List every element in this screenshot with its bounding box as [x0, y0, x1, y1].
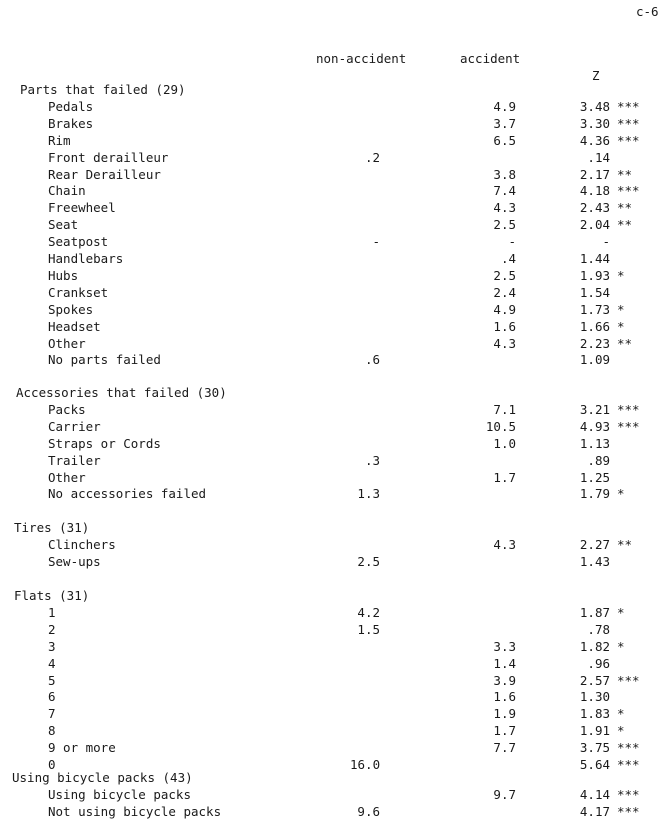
table-row	[0, 742, 669, 757]
z-value: 2.17	[579, 166, 610, 182]
accident-value: 3.9	[493, 672, 516, 688]
z-value: 2.43	[579, 200, 610, 216]
section-title-text: Tires (31)	[14, 520, 90, 535]
significance-marker: *	[617, 486, 625, 502]
significance-marker: ***	[617, 757, 640, 772]
table-row	[0, 219, 669, 234]
table-row	[0, 185, 669, 200]
row-label: 3	[48, 638, 56, 654]
table-row	[0, 418, 669, 436]
row-label: Packs	[48, 401, 86, 417]
row-label: Trailer	[48, 452, 101, 468]
table-row	[0, 638, 669, 656]
table-row	[0, 803, 669, 821]
z-value: 1.54	[579, 284, 610, 300]
significance-marker: ***	[617, 401, 640, 417]
table-row	[0, 267, 669, 285]
table-row	[0, 708, 669, 723]
z-value: 1.83	[579, 706, 610, 722]
significance-marker: *	[617, 706, 625, 722]
z-value: 3.75	[579, 740, 610, 756]
table-row	[0, 469, 669, 487]
row-label: Spokes	[48, 301, 94, 317]
z-value: 1.73	[579, 301, 610, 317]
row-label: 6	[48, 689, 56, 705]
z-value: 1.93	[579, 267, 610, 283]
row-label: Rear Derailleur	[48, 166, 161, 182]
significance-marker: ***	[617, 132, 640, 148]
z-value: -	[602, 234, 610, 250]
accident-value: 2.5	[493, 217, 516, 233]
header-accident: accident	[460, 51, 521, 66]
significance-marker: *	[617, 723, 625, 739]
table-row	[0, 115, 669, 133]
row-label: Clinchers	[48, 536, 116, 552]
page-number: c-6	[636, 4, 659, 19]
non-accident-value: 4.2	[357, 604, 380, 620]
accident-value: 7.7	[493, 740, 516, 756]
row-label: 8	[48, 723, 56, 739]
accident-value: 4.9	[493, 301, 516, 317]
non-accident-value: .6	[364, 352, 380, 368]
z-value: 1.87	[579, 604, 610, 620]
row-label: Rim	[48, 132, 71, 148]
significance-marker: ***	[617, 672, 640, 688]
section-title	[0, 84, 669, 99]
row-label: Front derailleur	[48, 149, 169, 165]
significance-marker: ***	[617, 740, 640, 756]
significance-marker: *	[617, 604, 625, 620]
z-value: 4.36	[579, 132, 610, 148]
z-value: .89	[587, 452, 610, 468]
section-title-text: Accessories that failed (30)	[16, 385, 227, 400]
row-label: 5	[48, 672, 56, 688]
table-row	[0, 318, 669, 336]
table-row	[0, 725, 669, 740]
table-row	[0, 604, 669, 622]
row-label: Other	[48, 335, 86, 351]
table-row	[0, 149, 669, 167]
z-value: 3.48	[579, 98, 610, 114]
table-row	[0, 553, 669, 571]
z-value: 1.13	[579, 435, 610, 451]
accident-value: 4.3	[493, 536, 516, 552]
table-row	[0, 301, 669, 319]
row-label: Brakes	[48, 115, 94, 131]
accident-value: 6.5	[493, 132, 516, 148]
significance-marker: *	[617, 318, 625, 334]
table-row	[0, 236, 669, 251]
row-label: 4	[48, 655, 56, 671]
accident-value: 4.3	[493, 335, 516, 351]
significance-marker: ***	[617, 418, 640, 434]
z-value: .78	[587, 621, 610, 637]
table-row	[0, 253, 669, 268]
row-label: Seatpost	[48, 234, 109, 250]
table-row	[0, 132, 669, 150]
row-label: 9 or more	[48, 740, 116, 756]
row-label: No parts failed	[48, 352, 161, 368]
accident-value: 2.4	[493, 284, 516, 300]
row-label: No accessories failed	[48, 486, 207, 502]
table-row	[0, 691, 669, 706]
significance-marker: **	[617, 335, 633, 351]
table-row	[0, 672, 669, 690]
z-value: 3.30	[579, 115, 610, 131]
row-label: Chain	[48, 183, 86, 199]
row-label: Freewheel	[48, 200, 116, 216]
accident-value: 1.4	[493, 655, 516, 671]
table-row	[0, 621, 669, 639]
section-title-text: Parts that failed (29)	[20, 82, 186, 97]
z-value: 1.82	[579, 638, 610, 654]
z-value: 2.04	[579, 217, 610, 233]
accident-value: 4.3	[493, 200, 516, 216]
table-row	[0, 655, 669, 673]
accident-value: 10.5	[485, 418, 516, 434]
table-row	[0, 166, 669, 184]
section-title	[0, 387, 669, 402]
non-accident-value: 1.5	[357, 621, 380, 637]
section-title	[0, 772, 669, 787]
z-value: 2.27	[579, 536, 610, 552]
non-accident-value: -	[372, 234, 380, 250]
row-label: Handlebars	[48, 251, 124, 266]
accident-value: 7.1	[493, 401, 516, 417]
significance-marker: **	[617, 217, 633, 233]
accident-value: 3.7	[493, 115, 516, 131]
significance-marker: *	[617, 301, 625, 317]
accident-value: 3.8	[493, 166, 516, 182]
table-row	[0, 452, 669, 470]
row-label: Other	[48, 469, 86, 485]
z-value: 2.23	[579, 335, 610, 351]
row-label: Pedals	[48, 98, 94, 114]
significance-marker: **	[617, 200, 633, 216]
significance-marker: ***	[617, 115, 640, 131]
row-label: 1	[48, 604, 56, 620]
z-value: .96	[587, 655, 610, 671]
table-row	[0, 536, 669, 554]
table-row	[0, 354, 669, 369]
row-label: Sew-ups	[48, 553, 101, 569]
section-title	[0, 590, 669, 605]
row-label: 7	[48, 706, 56, 722]
accident-value: 3.3	[493, 638, 516, 654]
non-accident-value: 2.5	[357, 553, 380, 569]
section-title-text: Flats (31)	[14, 588, 90, 603]
z-value: 1.44	[579, 251, 610, 266]
table-row	[0, 335, 669, 353]
significance-marker: ***	[617, 98, 640, 114]
accident-value: 2.5	[493, 267, 516, 283]
z-value: 5.64	[579, 757, 610, 772]
row-label: Seat	[48, 217, 79, 233]
z-value: 1.66	[579, 318, 610, 334]
accident-value: 1.7	[493, 723, 516, 739]
z-value: 3.21	[579, 401, 610, 417]
z-value: 1.09	[579, 352, 610, 368]
row-label: Carrier	[48, 418, 101, 434]
section-title-text: Using bicycle packs (43)	[12, 770, 193, 785]
row-label: Straps or Cords	[48, 435, 161, 451]
significance-marker: ***	[617, 786, 640, 802]
significance-marker: *	[617, 267, 625, 283]
z-value: 1.43	[579, 553, 610, 569]
row-label: Using bicycle packs	[48, 786, 191, 802]
accident-value: 9.7	[493, 786, 516, 802]
non-accident-value: 9.6	[357, 803, 380, 819]
non-accident-value: 16.0	[350, 757, 381, 772]
accident-value: -	[508, 234, 516, 250]
accident-value: 7.4	[493, 183, 516, 199]
z-value: 2.57	[579, 672, 610, 688]
accident-value: 1.6	[493, 689, 516, 705]
z-value: 1.79	[579, 486, 610, 502]
table-row	[0, 488, 669, 503]
table-row	[0, 786, 669, 804]
accident-value: 1.0	[493, 435, 516, 451]
non-accident-value: .3	[364, 452, 380, 468]
accident-value: 1.7	[493, 469, 516, 485]
accident-value: .4	[500, 251, 516, 266]
z-value: 4.18	[579, 183, 610, 199]
header-non-accident: non-accident	[316, 51, 407, 66]
z-value: 4.17	[579, 803, 610, 819]
z-value: 1.25	[579, 469, 610, 485]
row-label: 2	[48, 621, 56, 637]
row-label: Crankset	[48, 284, 109, 300]
table-row	[0, 202, 669, 217]
section-title	[0, 522, 669, 537]
table-row	[0, 435, 669, 453]
significance-marker: **	[617, 166, 633, 182]
significance-marker: *	[617, 638, 625, 654]
z-value: 1.30	[579, 689, 610, 705]
significance-marker: ***	[617, 803, 640, 819]
row-label: 0	[48, 757, 56, 772]
table-row	[0, 401, 669, 419]
z-value: 1.91	[579, 723, 610, 739]
non-accident-value: .2	[364, 149, 380, 165]
accident-value: 1.6	[493, 318, 516, 334]
significance-marker: **	[617, 536, 633, 552]
accident-value: 1.9	[493, 706, 516, 722]
z-value: .14	[587, 149, 610, 165]
z-value: 4.93	[579, 418, 610, 434]
header-z: Z	[592, 68, 600, 83]
non-accident-value: 1.3	[357, 486, 380, 502]
significance-marker: ***	[617, 183, 640, 199]
table-row	[0, 284, 669, 302]
table-row	[0, 98, 669, 116]
row-label: Headset	[48, 318, 101, 334]
z-value: 4.14	[579, 786, 610, 802]
row-label: Not using bicycle packs	[48, 803, 222, 819]
accident-value: 4.9	[493, 98, 516, 114]
row-label: Hubs	[48, 267, 79, 283]
